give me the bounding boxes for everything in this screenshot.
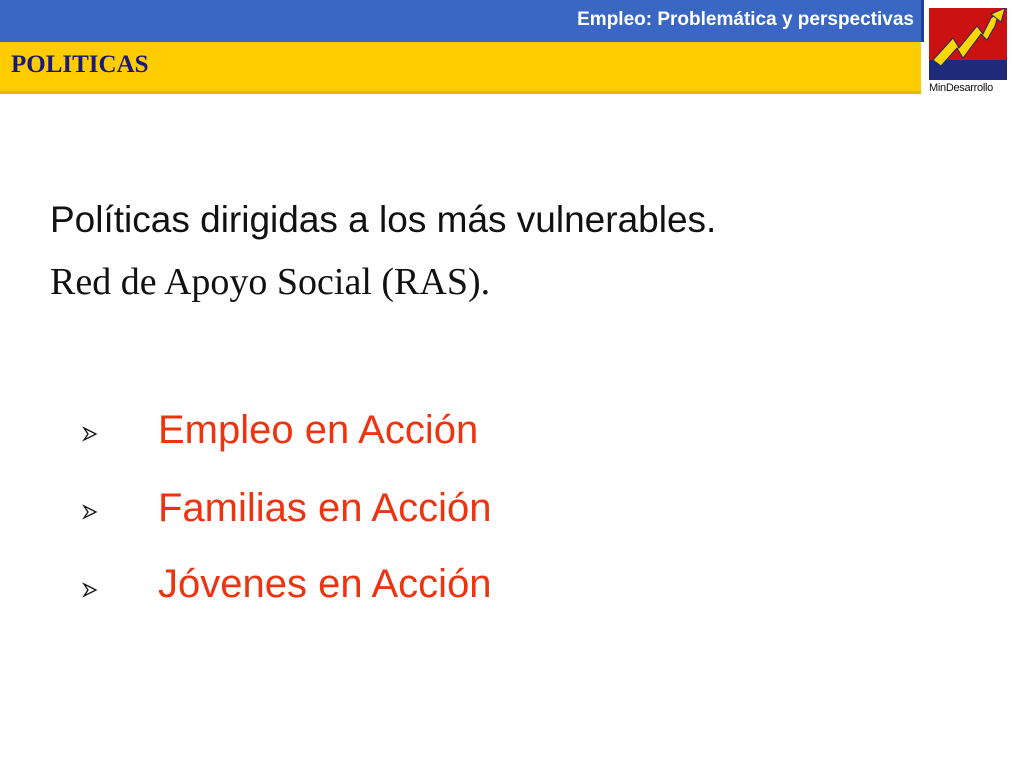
- mindesarrollo-logo: [929, 8, 1007, 80]
- lightning-arrow-icon: [929, 8, 1007, 80]
- arrow-bullet-icon: [82, 582, 98, 598]
- presentation-title: Empleo: Problemática y perspectivas: [577, 9, 914, 30]
- bullet-label: Jóvenes en Acción: [158, 562, 492, 606]
- section-underline: [0, 91, 921, 94]
- logo-text: MinDesarrollo: [929, 82, 993, 94]
- bullet-label: Familias en Acción: [158, 486, 492, 530]
- bullet-label: Empleo en Acción: [158, 408, 479, 452]
- arrow-bullet-icon: [82, 426, 98, 442]
- section-title: POLITICAS: [11, 51, 149, 78]
- logo-divider: [921, 0, 924, 42]
- arrow-bullet-icon: [82, 504, 98, 520]
- intro-heading: Políticas dirigidas a los más vulnerables.: [50, 199, 717, 240]
- intro-subheading: Red de Apoyo Social (RAS).: [50, 261, 491, 303]
